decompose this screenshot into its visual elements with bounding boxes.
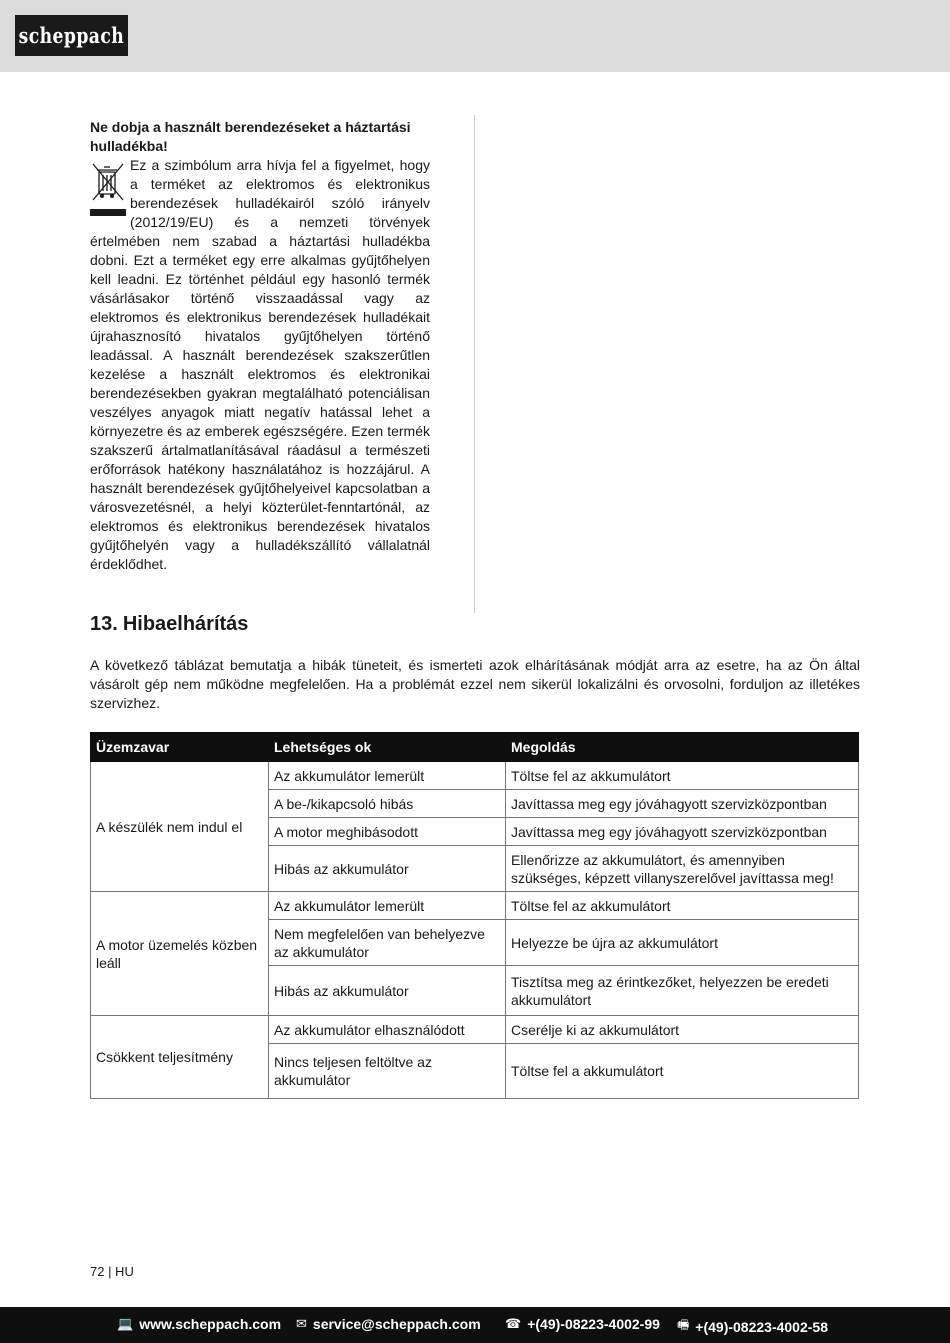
email-link[interactable]: service@scheppach.com (312, 1316, 481, 1332)
cause-cell: Az akkumulátor lemerült (269, 892, 506, 920)
laptop-icon: 💻 (117, 1316, 134, 1331)
header-fault: Üzemzavar (91, 733, 269, 762)
header-solution: Megoldás (506, 733, 859, 762)
solution-cell: Tisztítsa meg az érintkezőket, helyezzen be eredeti akkumulátort (506, 966, 859, 1016)
fault-cell: A készülék nem indul el (91, 762, 269, 892)
crossed-out-wheelie-bin-icon (90, 158, 126, 220)
section-title: 13. Hibaelhárítás (90, 613, 249, 635)
cause-cell: A motor meghibásodott (269, 818, 506, 846)
telephone-icon: ☎ (505, 1316, 522, 1331)
fax-number: +(49)-08223-4002-58 (695, 1319, 828, 1335)
table-row (91, 1016, 859, 1044)
table-row (91, 762, 859, 790)
solution-cell: Töltse fel az akkumulátort (506, 762, 859, 790)
footer-email[interactable] (296, 1316, 481, 1332)
solution-cell: Töltse fel az akkumulátort (506, 892, 859, 920)
envelope-icon: ✉ (296, 1316, 307, 1331)
footer-phone (505, 1316, 660, 1332)
fault-cell: Csökkent teljesítmény (91, 1016, 269, 1099)
cause-cell: A be-/kikapcsoló hibás (269, 790, 506, 818)
solution-cell: Helyezze be újra az akkumulátort (506, 920, 859, 966)
header-bar (0, 0, 950, 72)
page-number: 72 | HU (90, 1264, 134, 1279)
scheppach-logo: scheppach (15, 15, 128, 56)
phone-number: +(49)-08223-4002-99 (527, 1316, 660, 1332)
cause-cell: Az akkumulátor lemerült (269, 762, 506, 790)
header-cause: Lehetséges ok (269, 733, 506, 762)
cause-cell: Hibás az akkumulátor (269, 846, 506, 892)
solution-cell: Cserélje ki az akkumulátort (506, 1016, 859, 1044)
cause-cell: Nincs teljesen feltöltve az akkumulátor (269, 1044, 506, 1099)
notice-body: Ez a szimbólum arra hívja fel a figyelmet, hogy a terméket az elektromos és elektronikus berendezések hulladékairól szóló irányelv (2012/19/EU) és a nemzeti törvények értelmében nem szabad a háztartási hulladékba dobni. Ezt a terméket egy erre alkalmas gyűjtőhelyen kell leadni. Ez történhet például egy hasonló termék vásárlásakor történő visszaadással vagy az elektromos és elektronikus berendezések hulladékait újrahasznosító hivatalos gyűjtőhelyen történő leadással. A használt berendezések szakszerűtlen kezelése a használt elektromos és elektronikai berendezésekben gyakran megtalálható potenciálisan veszélyes anyagok miatt negatív hatással lehet a környezetre és az emberek egészségére. Ezen termék szakszerű ártalmatlanításával ráadásul a természeti erőforrások hatékony használatához is hozzájárul. A használt berendezések gyűjtőhelyeivel kapcsolatban a városvezetésnél, a helyi közterület-fenntartónál, az elektromos és elektronikus berendezések hivatalos gyűjtőhelyén vagy a hulladékszállító vállalatnál érdeklődhet. (90, 157, 430, 572)
disposal-notice (90, 118, 430, 574)
solution-cell: Javíttassa meg egy jóváhagyott szervizközpontban (506, 818, 859, 846)
column-divider (474, 115, 475, 613)
solution-cell: Javíttassa meg egy jóváhagyott szervizközpontban (506, 790, 859, 818)
notice-title: Ne dobja a használt berendezéseket a háztartási hulladékba! (90, 119, 411, 154)
fax-icon: 🖷 (677, 1317, 690, 1332)
footer-fax (677, 1316, 828, 1338)
table-row (91, 892, 859, 920)
section-intro: A következő táblázat bemutatja a hibák tüneteit, és ismerteti azok elhárításának módját arra az esetre, ha az Ön által vásárolt gép nem működne megfelelően. Ha a problémát ezzel nem sikerül lokalizálni és orvosolni, forduljon az illetékes szervizhez. (90, 657, 860, 711)
solution-cell: Ellenőrizze az akkumulátort, és amennyiben szükséges, képzett villanyszerelővel javíttassa meg! (506, 846, 859, 892)
solution-cell: Töltse fel a akkumulátort (506, 1044, 859, 1099)
fault-cell: A motor üzemelés közben leáll (91, 892, 269, 1016)
website-link[interactable]: www.scheppach.com (139, 1316, 282, 1332)
troubleshooting-table (90, 732, 859, 1099)
table-header-row (91, 733, 859, 762)
footer-website[interactable] (117, 1316, 281, 1332)
cause-cell: Nem megfelelően van behelyezve az akkumulátor (269, 920, 506, 966)
cause-cell: Hibás az akkumulátor (269, 966, 506, 1016)
cause-cell: Az akkumulátor elhasználódott (269, 1016, 506, 1044)
footer-bar (0, 1307, 950, 1343)
